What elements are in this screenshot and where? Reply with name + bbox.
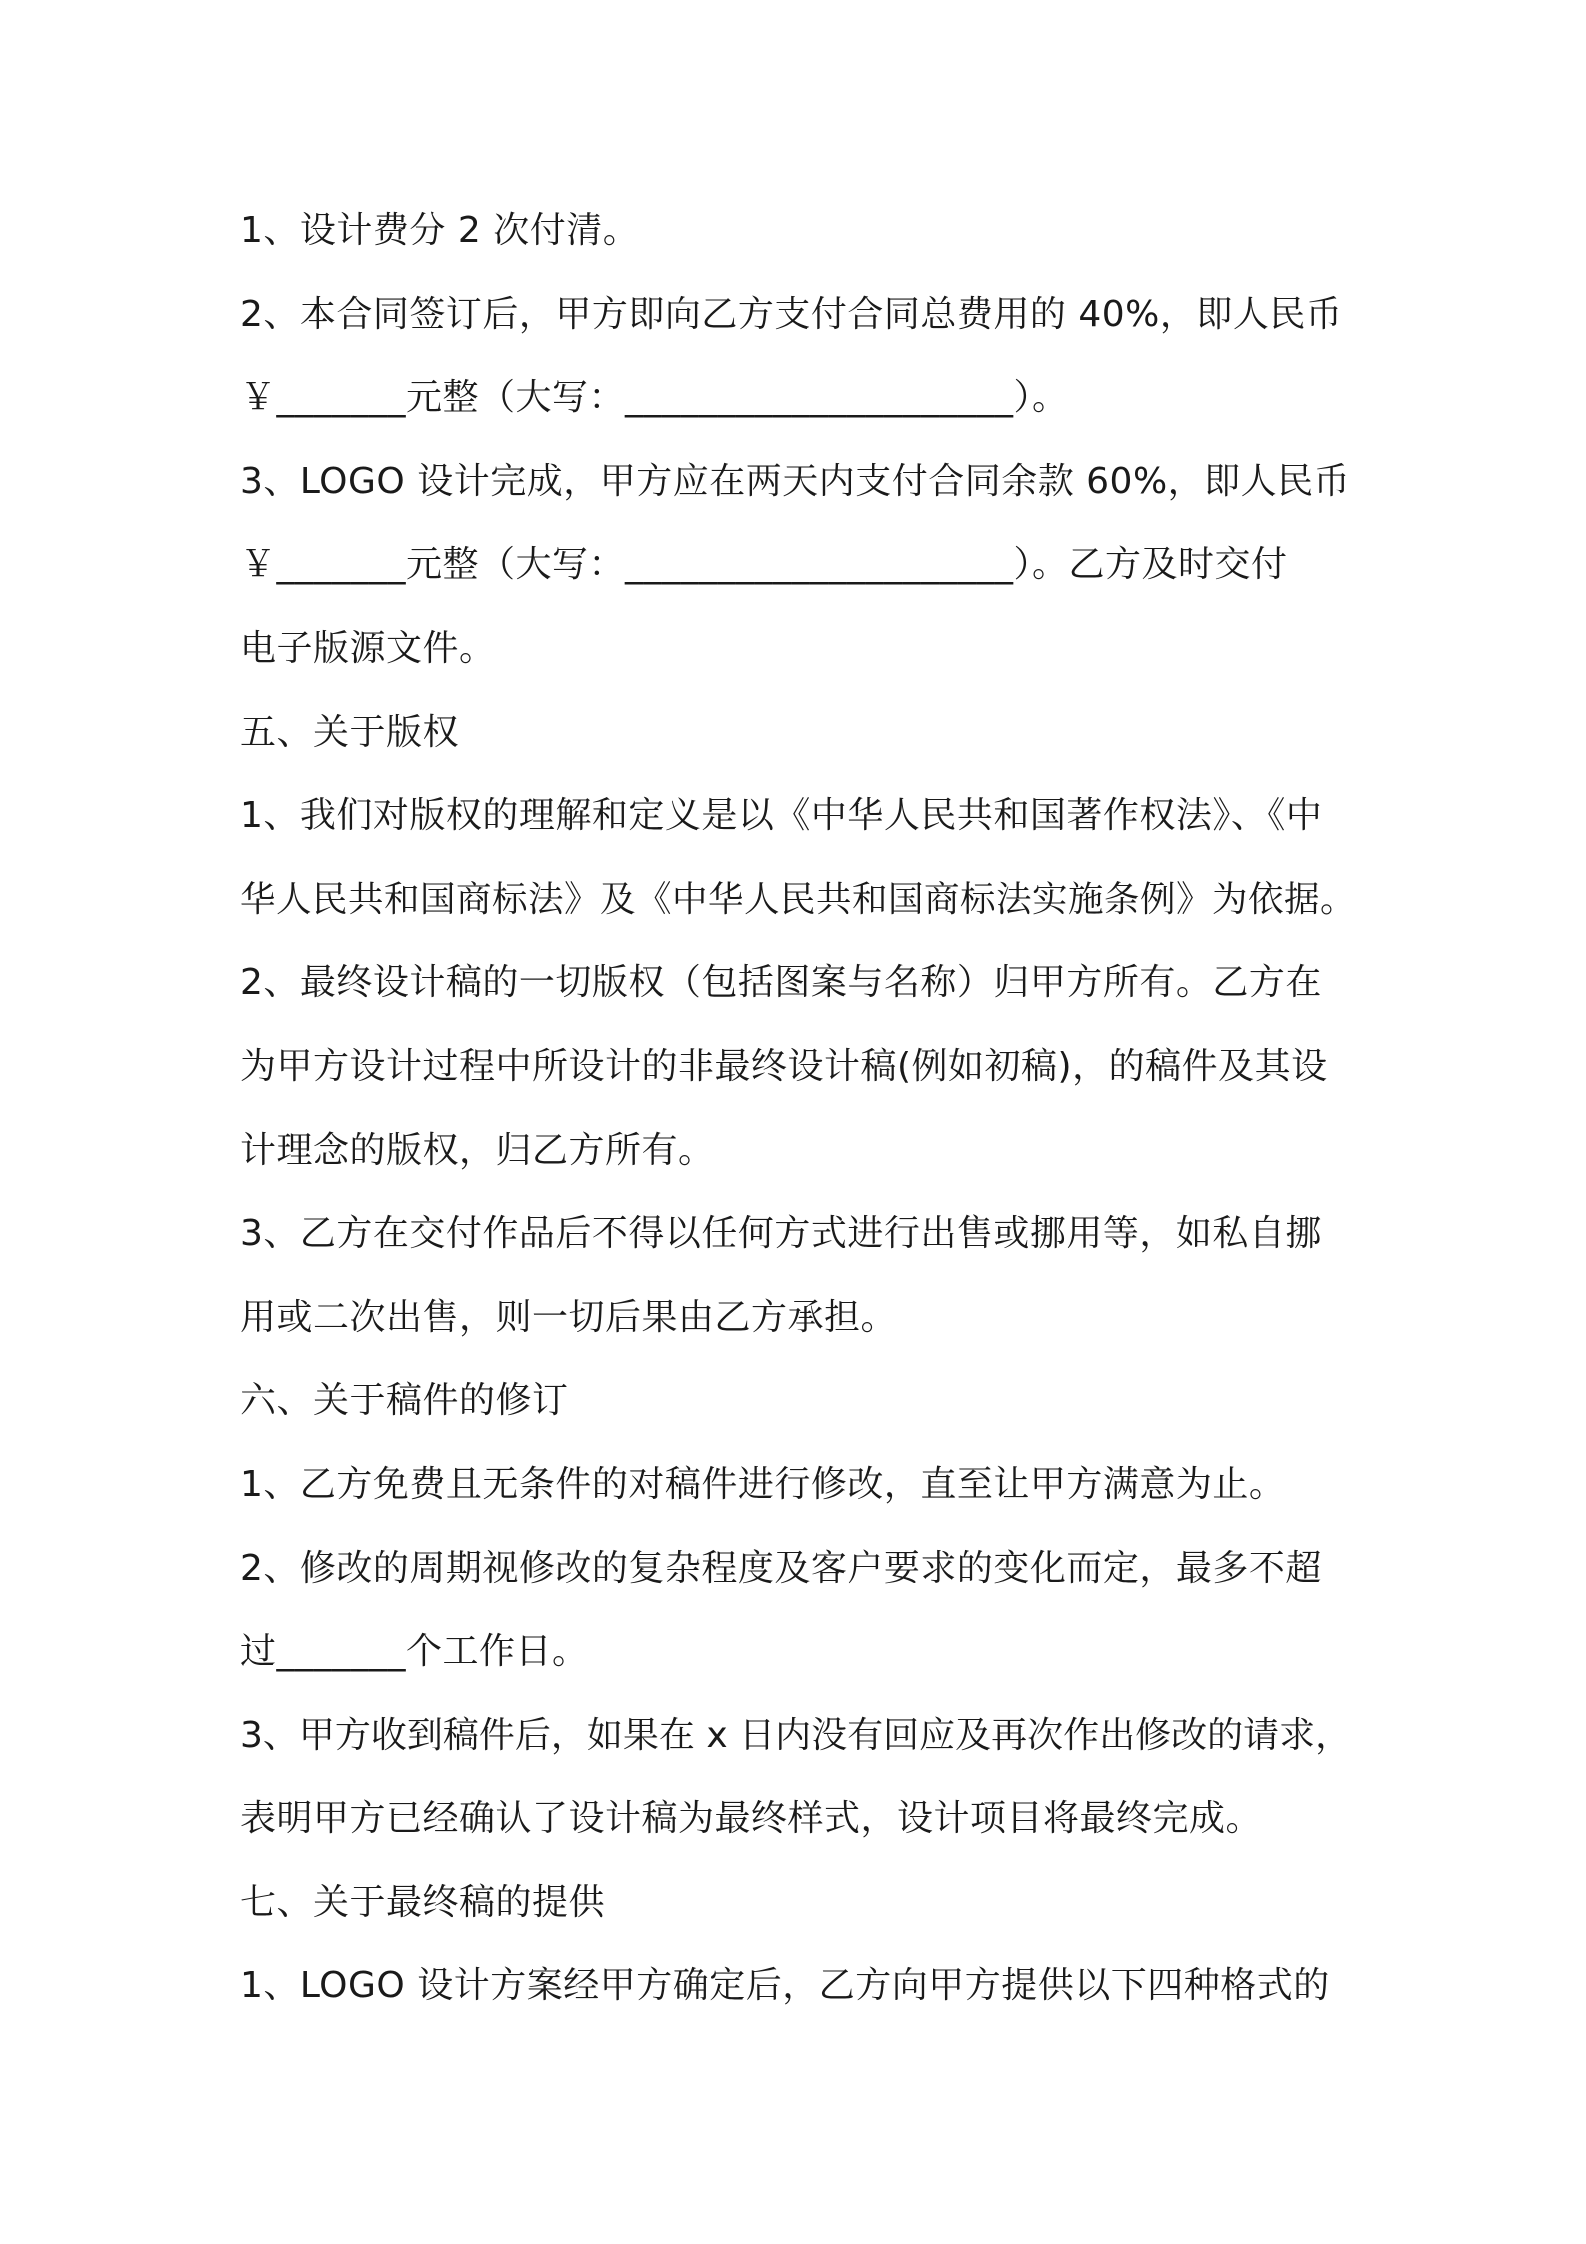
text-line: 表明甲方已经确认了设计稿为最终样式，设计项目将最终完成。 [240,1798,1263,1840]
text-line: 3、甲方收到稿件后，如果在 x 日内没有回应及再次作出修改的请求， [240,1714,1352,1756]
section-heading: 七、关于最终稿的提供 [240,1881,606,1923]
text-line: 1、乙方免费且无条件的对稿件进行修改，直至让甲方满意为止。 [240,1463,1286,1505]
text-line: 为甲方设计过程中所设计的非最终设计稿(例如初稿)，的稿件及其设 [240,1045,1328,1087]
text-line: ￥_______元整（大写：_____________________）。 [240,377,1069,419]
text-line: 1、LOGO 设计方案经甲方确定后，乙方向甲方提供以下四种格式的 [240,1965,1330,2007]
text-line: 电子版源文件。 [240,627,496,669]
text-line: 2、修改的周期视修改的复杂程度及客户要求的变化而定，最多不超 [240,1547,1322,1589]
text-line: 过_______个工作日。 [240,1631,589,1673]
text-line: 3、LOGO 设计完成，甲方应在两天内支付合同余款 60%，即人民币 [240,460,1351,502]
section-heading: 五、关于版权 [240,711,460,753]
text-line: 3、乙方在交付作品后不得以任何方式进行出售或挪用等，如私自挪 [240,1213,1322,1255]
text-line: 华人民共和国商标法》及《中华人民共和国商标法实施条例》为依据。 [240,878,1357,920]
text-line: 1、我们对版权的理解和定义是以《中华人民共和国著作权法》、《中 [240,795,1323,837]
text-line: 2、本合同签订后，甲方即向乙方支付合同总费用的 40%，即人民币 [240,293,1343,335]
text-line: 用或二次出售，则一切后果由乙方承担。 [240,1296,898,1338]
section-heading: 六、关于稿件的修订 [240,1380,569,1422]
document-body [240,196,1360,2035]
text-line: 计理念的版权，归乙方所有。 [240,1129,715,1171]
text-line: ￥_______元整（大写：_____________________）。乙方及时交付 [240,544,1288,586]
text-line: 2、最终设计稿的一切版权（包括图案与名称）归甲方所有。乙方在 [240,962,1322,1004]
text-line: 1、设计费分 2 次付清。 [240,210,640,251]
